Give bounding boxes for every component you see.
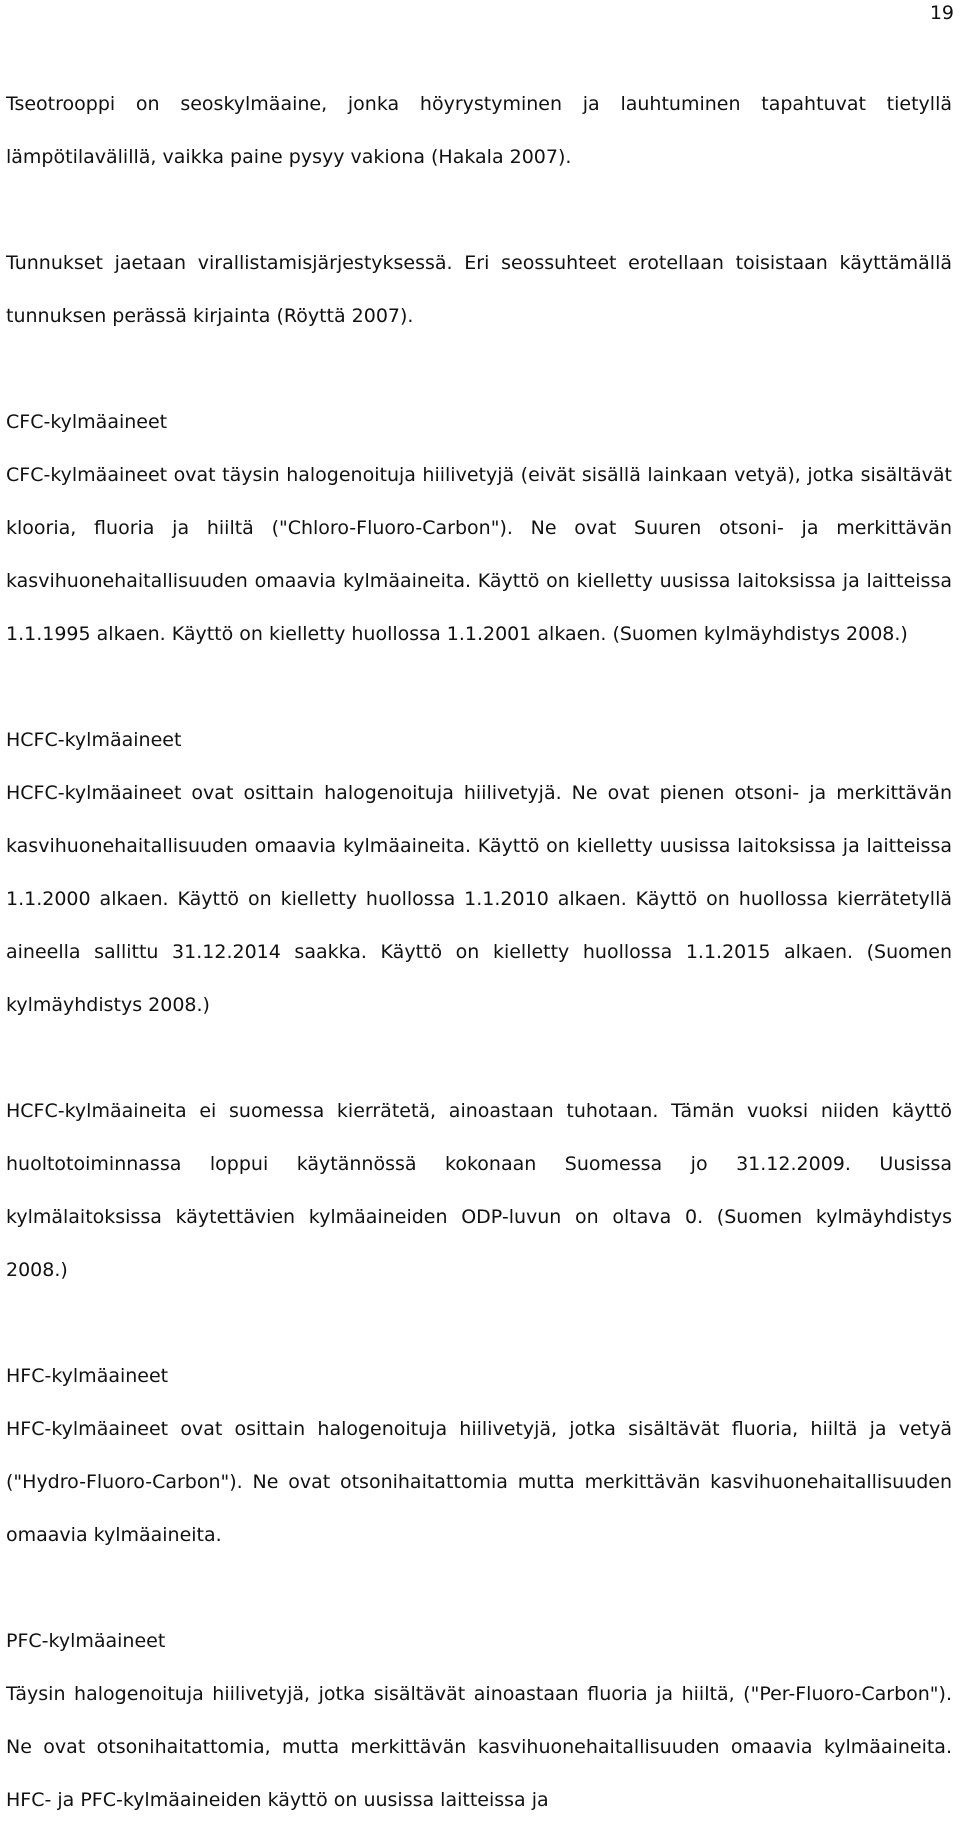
paragraph-gap: [6, 343, 952, 396]
paragraph-cfc: CFC-kylmäaineet ovat täysin halogenoituja hiilivetyjä (eivät sisällä lainkaan vetyä), jotka sisältävät klooria, fluoria ja hiiltä ("Chloro-Fluoro-Carbon"). Ne ovat Suuren otsoni- ja merkittävän kasvihuonehaitallisuuden omaavia kylmäaineita. Käyttö on kielletty uusissa laitoksissa ja laitteissa 1.1.1995 alkaen. Käyttö on kielletty huollossa 1.1.2001 alkaen. (Suomen kylmäyhdistys 2008.): [6, 464, 952, 645]
paragraph-gap: [6, 1297, 952, 1350]
paragraph-gap: [6, 1562, 952, 1615]
heading-hfc: HFC-kylmäaineet: [6, 1365, 169, 1387]
paragraph-pfc: Täysin halogenoituja hiilivetyjä, jotka sisältävät ainoastaan fluoria ja hiiltä, ("Per-Fluoro-Carbon"). Ne ovat otsonihaitattomia, mutta merkittävän kasvihuonehaitallisuuden omaavia kylmäaineita. HFC- ja PFC-kylmäaineiden käyttö on uusissa laitteissa ja: [6, 1683, 952, 1811]
paragraph-hfc: HFC-kylmäaineet ovat osittain halogenoituja hiilivetyjä, jotka sisältävät fluoria, hiiltä ja vetyä ("Hydro-Fluoro-Carbon"). Ne ovat otsonihaitattomia mutta merkittävän kasvihuonehaitallisuuden omaavia kylmäaineita.: [6, 1418, 952, 1546]
document-body: [6, 78, 952, 1827]
heading-hcfc: HCFC-kylmäaineet: [6, 729, 182, 751]
paragraph-gap: [6, 184, 952, 237]
heading-cfc: CFC-kylmäaineet: [6, 411, 168, 433]
paragraph-tseotrooppi: Tseotrooppi on seoskylmäaine, jonka höyrystyminen ja lauhtuminen tapahtuvat tietyllä lämpötilavälillä, vaikka paine pysyy vakiona (Hakala 2007).: [6, 93, 952, 168]
heading-pfc: PFC-kylmäaineet: [6, 1630, 166, 1652]
page-number: 19: [929, 2, 954, 24]
paragraph-gap: [6, 1032, 952, 1085]
paragraph-gap: [6, 661, 952, 714]
paragraph-tunnukset: Tunnukset jaetaan virallistamisjärjestyksessä. Eri seossuhteet erotellaan toisistaan käyttämällä tunnuksen perässä kirjainta (Röyttä 2007).: [6, 252, 952, 327]
paragraph-hcfc-recycling: HCFC-kylmäaineita ei suomessa kierrätetä, ainoastaan tuhotaan. Tämän vuoksi niiden käyttö huoltotoiminnassa loppui käytännössä kokonaan Suomessa jo 31.12.2009. Uusissa kylmälaitoksissa käytettävien kylmäaineiden ODP-luvun on oltava 0. (Suomen kylmäyhdistys 2008.): [6, 1100, 952, 1281]
paragraph-hcfc: HCFC-kylmäaineet ovat osittain halogenoituja hiilivetyjä. Ne ovat pienen otsoni- ja merkittävän kasvihuonehaitallisuuden omaavia kylmäaineita. Käyttö on kielletty uusissa laitoksissa ja laitteissa 1.1.2000 alkaen. Käyttö on kielletty huollossa 1.1.2010 alkaen. Käyttö on huollossa kierrätetyllä aineella sallittu 31.12.2014 saakka. Käyttö on kielletty huollossa 1.1.2015 alkaen. (Suomen kylmäyhdistys 2008.): [6, 782, 952, 1016]
